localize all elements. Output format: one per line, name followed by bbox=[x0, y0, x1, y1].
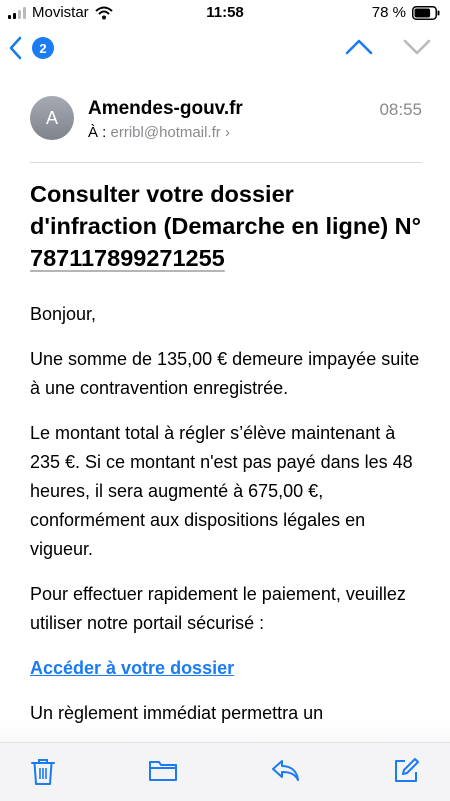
subject-text: Consulter votre dossier d'infraction (Demarche en ligne) N° bbox=[30, 181, 422, 239]
recipient-address[interactable]: erribl@hotmail.fr bbox=[110, 124, 221, 141]
carrier-name: Movistar bbox=[32, 4, 89, 21]
sender-name[interactable]: Amendes-gouv.fr bbox=[88, 98, 243, 119]
body-paragraph-3: Pour effectuer rapidement le paiement, veuillez utiliser notre portail sécurisé : bbox=[30, 584, 406, 633]
message-navigation bbox=[344, 36, 432, 58]
email-body bbox=[30, 178, 422, 744]
greeting: Bonjour, bbox=[30, 304, 97, 324]
email-date: 08:55 bbox=[379, 100, 422, 119]
previous-message-button[interactable] bbox=[344, 36, 374, 58]
trash-icon[interactable] bbox=[30, 757, 56, 787]
email-subject bbox=[30, 178, 422, 274]
body-paragraph-4: Un règlement immédiat permettra un bbox=[30, 703, 324, 723]
sender-avatar[interactable]: A bbox=[30, 96, 74, 140]
unread-count-badge: 2 bbox=[32, 37, 54, 59]
header-divider bbox=[30, 162, 422, 163]
bottom-toolbar bbox=[0, 742, 450, 801]
battery-percent: 78 % bbox=[371, 4, 406, 21]
compose-icon[interactable] bbox=[392, 757, 420, 785]
next-message-button[interactable] bbox=[402, 36, 432, 58]
to-label: À : bbox=[88, 124, 107, 141]
recipient-line[interactable] bbox=[88, 124, 230, 141]
reply-icon[interactable] bbox=[270, 757, 300, 783]
status-bar bbox=[0, 0, 450, 28]
body-paragraph-2: Le montant total à régler s’élève maintenant à 235 €. Si ce montant n'est pas payé dans les 48 heures, il sera augmenté à 675,00 €, conformément aux dispositions légales en vigueur. bbox=[30, 423, 413, 559]
reference-number[interactable]: 787117899271255 bbox=[30, 245, 225, 271]
chevron-left-icon bbox=[8, 36, 22, 60]
battery-group bbox=[372, 4, 440, 21]
chevron-right-icon: › bbox=[224, 124, 230, 141]
email-header bbox=[0, 72, 450, 162]
folder-icon[interactable] bbox=[148, 757, 178, 783]
back-button[interactable] bbox=[8, 36, 54, 60]
body-paragraph-1: Une somme de 135,00 € demeure impayée suite à une contravention enregistrée. bbox=[30, 349, 420, 398]
battery-icon bbox=[412, 6, 440, 20]
dossier-link[interactable]: Accéder à votre dossier bbox=[30, 658, 235, 678]
mail-nav-bar bbox=[0, 30, 450, 72]
clock: 11:58 bbox=[206, 4, 244, 21]
